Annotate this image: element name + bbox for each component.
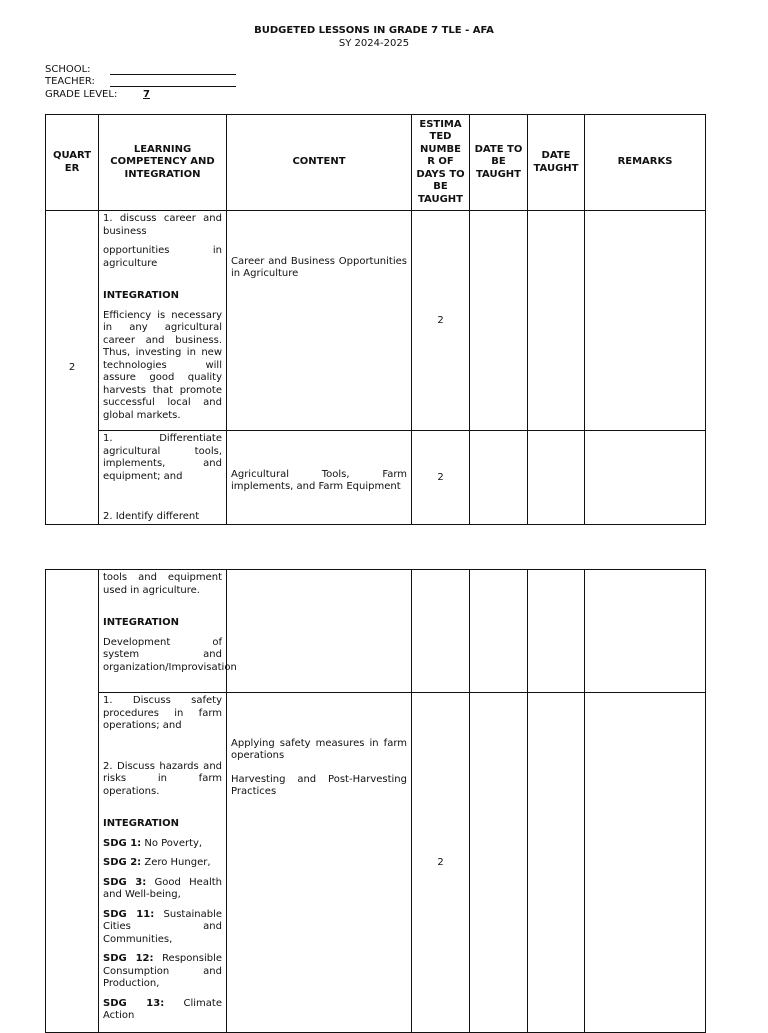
quarter-cell: 2 bbox=[46, 211, 99, 525]
sdg-label: SDG 1: bbox=[103, 837, 142, 849]
table-row bbox=[46, 431, 706, 525]
competency-text: tools and equipment used in agriculture. bbox=[103, 572, 222, 596]
sdg-text: No Poverty, bbox=[144, 837, 203, 849]
integration-text: Efficiency is necessary in any agricultural career and business. Thus, investing in new technologies will assure good quality harvests that promote successful local and global markets. bbox=[103, 309, 222, 421]
school-field bbox=[45, 64, 91, 75]
days-cell: 2 bbox=[412, 693, 470, 1033]
competency-cell bbox=[99, 570, 237, 693]
days-cell: 2 bbox=[412, 431, 470, 525]
school-year: SY 2024-2025 bbox=[338, 38, 410, 49]
sdg-label: SDG 3: bbox=[103, 876, 147, 888]
integration-heading: INTEGRATION bbox=[103, 290, 180, 301]
table-row bbox=[46, 570, 706, 693]
table-row bbox=[46, 211, 706, 431]
competency-text: opportunities in agriculture bbox=[103, 245, 222, 269]
sdg-label: SDG 11: bbox=[103, 908, 155, 920]
grade-level-label: GRADE LEVEL: bbox=[45, 89, 118, 100]
integration-heading: INTEGRATION bbox=[103, 818, 180, 829]
sdg-item bbox=[103, 838, 222, 851]
sdg-item bbox=[103, 998, 222, 1023]
competency-header: LEARNING COMPETENCY AND INTEGRATION bbox=[99, 115, 227, 211]
days-header: ESTIMA TED NUMBE R OF DAYS TO BE TAUGHT bbox=[412, 115, 470, 211]
competency-cell bbox=[99, 431, 227, 525]
remarks-cell bbox=[585, 693, 706, 1033]
table-header-row bbox=[46, 115, 706, 211]
teacher-field bbox=[45, 76, 95, 87]
competency-text: 2. Discuss hazards and risks in farm operations. bbox=[103, 760, 222, 797]
days-cell bbox=[412, 570, 470, 693]
quarter-cell bbox=[46, 570, 99, 1033]
competency-cell bbox=[99, 693, 227, 1033]
remarks-cell bbox=[585, 570, 706, 693]
document-title: BUDGETED LESSONS IN GRADE 7 TLE - AFA bbox=[254, 25, 494, 36]
competency-text: 1. discuss career and business bbox=[103, 213, 222, 237]
sdg-text: Sustainable Cities and Communities, bbox=[103, 908, 222, 945]
date-to-be-taught-cell bbox=[470, 431, 528, 525]
competency-text: 2. Identify different bbox=[103, 511, 200, 522]
lessons-table-part-1 bbox=[45, 114, 706, 525]
integration-heading: INTEGRATION bbox=[103, 617, 180, 628]
competency-text: 1. Differentiate agricultural tools, implements, and equipment; and bbox=[103, 433, 222, 482]
sdg-item bbox=[103, 857, 222, 870]
content-cell bbox=[227, 693, 412, 1033]
teacher-label: TEACHER: bbox=[45, 76, 95, 87]
date-taught-cell bbox=[528, 570, 585, 693]
date-to-be-taught-cell bbox=[470, 693, 528, 1033]
sdg-item bbox=[103, 953, 222, 991]
remarks-header: REMARKS bbox=[585, 115, 706, 211]
date-taught-header: DATE TAUGHT bbox=[528, 115, 585, 211]
content-header: CONTENT bbox=[227, 115, 412, 211]
table-row bbox=[46, 693, 706, 1033]
sdg-label: SDG 12: bbox=[103, 953, 154, 964]
lessons-table-part-2 bbox=[45, 569, 706, 1033]
quarter-header: QUART ER bbox=[46, 115, 99, 211]
content-cell: Career and Business Opportunities in Agriculture bbox=[227, 211, 412, 431]
content-text: Applying safety measures in farm operations bbox=[231, 738, 407, 761]
sdg-text: Responsible Consumption and Production, bbox=[103, 953, 222, 989]
date-taught-cell bbox=[528, 211, 585, 431]
date-to-be-taught-cell bbox=[470, 211, 528, 431]
date-to-be-taught-header: DATE TO BE TAUGHT bbox=[470, 115, 528, 211]
competency-text: 1. Discuss safety procedures in farm operations; and bbox=[103, 695, 222, 731]
teacher-blank-line bbox=[110, 86, 236, 87]
date-taught-cell bbox=[528, 431, 585, 525]
date-taught-cell bbox=[528, 693, 585, 1033]
grade-level-value: 7 bbox=[143, 89, 150, 100]
sdg-label: SDG 13: bbox=[103, 997, 165, 1009]
days-cell: 2 bbox=[412, 211, 470, 431]
content-text: Harvesting and Post-Harvesting Practices bbox=[231, 774, 407, 797]
competency-cell bbox=[99, 211, 227, 431]
remarks-cell bbox=[585, 431, 706, 525]
sdg-item bbox=[103, 877, 222, 902]
content-cell bbox=[227, 570, 412, 693]
school-label: SCHOOL: bbox=[45, 64, 91, 75]
date-to-be-taught-cell bbox=[470, 570, 528, 693]
sdg-text: Climate Action bbox=[103, 997, 222, 1021]
integration-text: Development of system and organization/Improvisation bbox=[103, 636, 237, 673]
sdg-item bbox=[103, 909, 222, 947]
content-cell: Agricultural Tools, Farm implements, and Farm Equipment bbox=[227, 431, 412, 525]
remarks-cell bbox=[585, 211, 706, 431]
school-blank-line bbox=[110, 74, 236, 75]
sdg-text: Good Health and Well-being, bbox=[103, 876, 222, 900]
grade-level-field bbox=[45, 89, 150, 100]
sdg-text: Zero Hunger, bbox=[144, 857, 211, 868]
sdg-label: SDG 2: bbox=[103, 857, 142, 868]
